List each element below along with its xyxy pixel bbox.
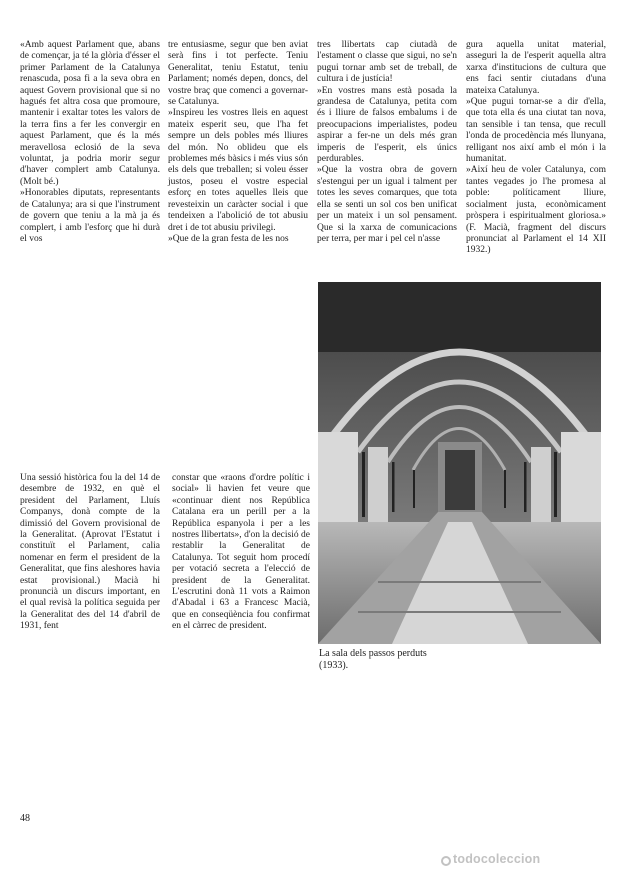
paragraph: constar que «raons d'ordre polític i social» li havien fet veure que «continuar dient nos República Catalana era un perill per a la República espanyola i per a les nostres llibertats», d'on la decisió de restablir la Generalitat de Catalunya. Tot seguit hom procedí per votació secreta a l'elecció de president de la Generalitat. L'escrutini donà 11 vots a Raimon d'Abadal i 63 a Francesc Macià, que en conseqüència fou confirmat en el càrrec de president. — [172, 473, 310, 632]
paragraph: tres llibertats cap ciutadà de l'estament o classe que sigui, no se'n pugui tornar amb set de treball, de cultura i de justícia! — [317, 40, 457, 85]
paragraph: «Amb aquest Parlament que, abans de començar, ja té la glòria d'ésser el primer Parlament de la Catalunya renascuda, posa fi a la seva obra en aquest Govern provisional que si no hagués fet altra cosa que promoure, mantenir i exaltar totes les valors de la terra fins a fer les convergir en aquest Parlament, que és la més meravellosa eclosió de la seva voluntat, ja podria morir segur d'haver complert amb Catalunya. (Molt bé.) — [20, 40, 160, 187]
text-column-1 — [20, 40, 160, 245]
bottom-text-column-2 — [172, 473, 310, 633]
paragraph: gura aquella unitat material, asseguri la de l'esperit aquella altra xarxa d'institucions de cultura que ens faci sentir ciutadans d'una mateixa Catalunya. — [466, 40, 606, 96]
paragraph: »Que de la gran festa de les nos — [168, 233, 289, 244]
paragraph: »Inspireu les vostres lleis en aquest mateix esperit seu, que l'ha fet sempre un dels pobles més lliures del món. No oblideu que els problemes més bàsics i més vius són els dels que treballen; si voleu ésser justos, poseu el vostre especial esforç en totes aquelles lleis que revesteixin un caràcter social i que tendeixen a l'abolició de tot abusiu dret i de tot abusiu privilegi. — [168, 108, 308, 233]
paragraph: tre entusiasme, segur que ben aviat serà fins i tot perfecte. Teniu Generalitat, teniu Estatut, teniu Parlament; només depen, doncs, del vostre braç que comenci a governar-se Catalunya. — [168, 40, 308, 108]
photo-caption — [319, 648, 519, 672]
paragraph: »Honorables diputats, representants de Catalunya; ara si que l'instrument de govern que teniu a la mà ja és complert, i amb l'esforç que hi durà el vos — [20, 188, 160, 244]
caption-line: (1933). — [319, 660, 349, 671]
hall-photo — [318, 282, 601, 644]
watermark — [441, 852, 540, 866]
caption-line: La sala dels passos perduts — [319, 648, 427, 659]
paragraph: »Que la vostra obra de govern s'estengui per un igual i talment per totes les seves comarques, que tota ella se senti un sol cos ben unificat per un mateix i un sol pensament. Que si la xarxa de comunicacions per terra, per mar i pel cel n'asse — [317, 165, 457, 244]
text-column-2 — [168, 40, 308, 245]
watermark-text: todocoleccion — [453, 852, 541, 866]
bottom-text-column-1 — [20, 473, 160, 633]
text-column-3 — [317, 40, 457, 245]
paragraph: »En vostres mans està posada la grandesa de Catalunya, petita com és i lliure de falsos embalums i de preocupacions imperialistes, podeu aspirar a fer-ne un dels més gran imperis de l'esperit, els únics perdurables. — [317, 85, 457, 165]
text-column-4 — [466, 40, 606, 257]
page-number: 48 — [20, 813, 30, 824]
paragraph: »Que pugui tornar-se a dir d'ella, que tota ella és una ciutat tan nova, tan sensible i tan tensa, que recull l'onda de procedència més llunyana, relligant nos així amb el món i la humanitat. — [466, 97, 606, 165]
paragraph: Una sessió històrica fou la del 14 de desembre de 1932, en què el president del Parlament, Lluís Companys, donà compte de la dimissió del Govern provisional de la Generalitat. (Aprovat l'Estatut i constituït el Parlament, calia nomenar en ferm el president de la Generalitat, que fins aleshores havia estat provisional.) Macià hi pronuncià un discurs important, en el qual revisà la política seguida per la Generalitat des del 14 d'abril de 1931, fent — [20, 473, 160, 632]
watermark-icon — [441, 856, 451, 866]
paragraph: »Així heu de voler Catalunya, com tantes vegades jo l'he promesa al poble: políticament lliure, socialment justa, econòmicament pròspera i espiritualment gloriosa.» (F. Macià, fragment del discurs pronunciat al Parlament el 14 XII 1932.) — [466, 165, 606, 256]
